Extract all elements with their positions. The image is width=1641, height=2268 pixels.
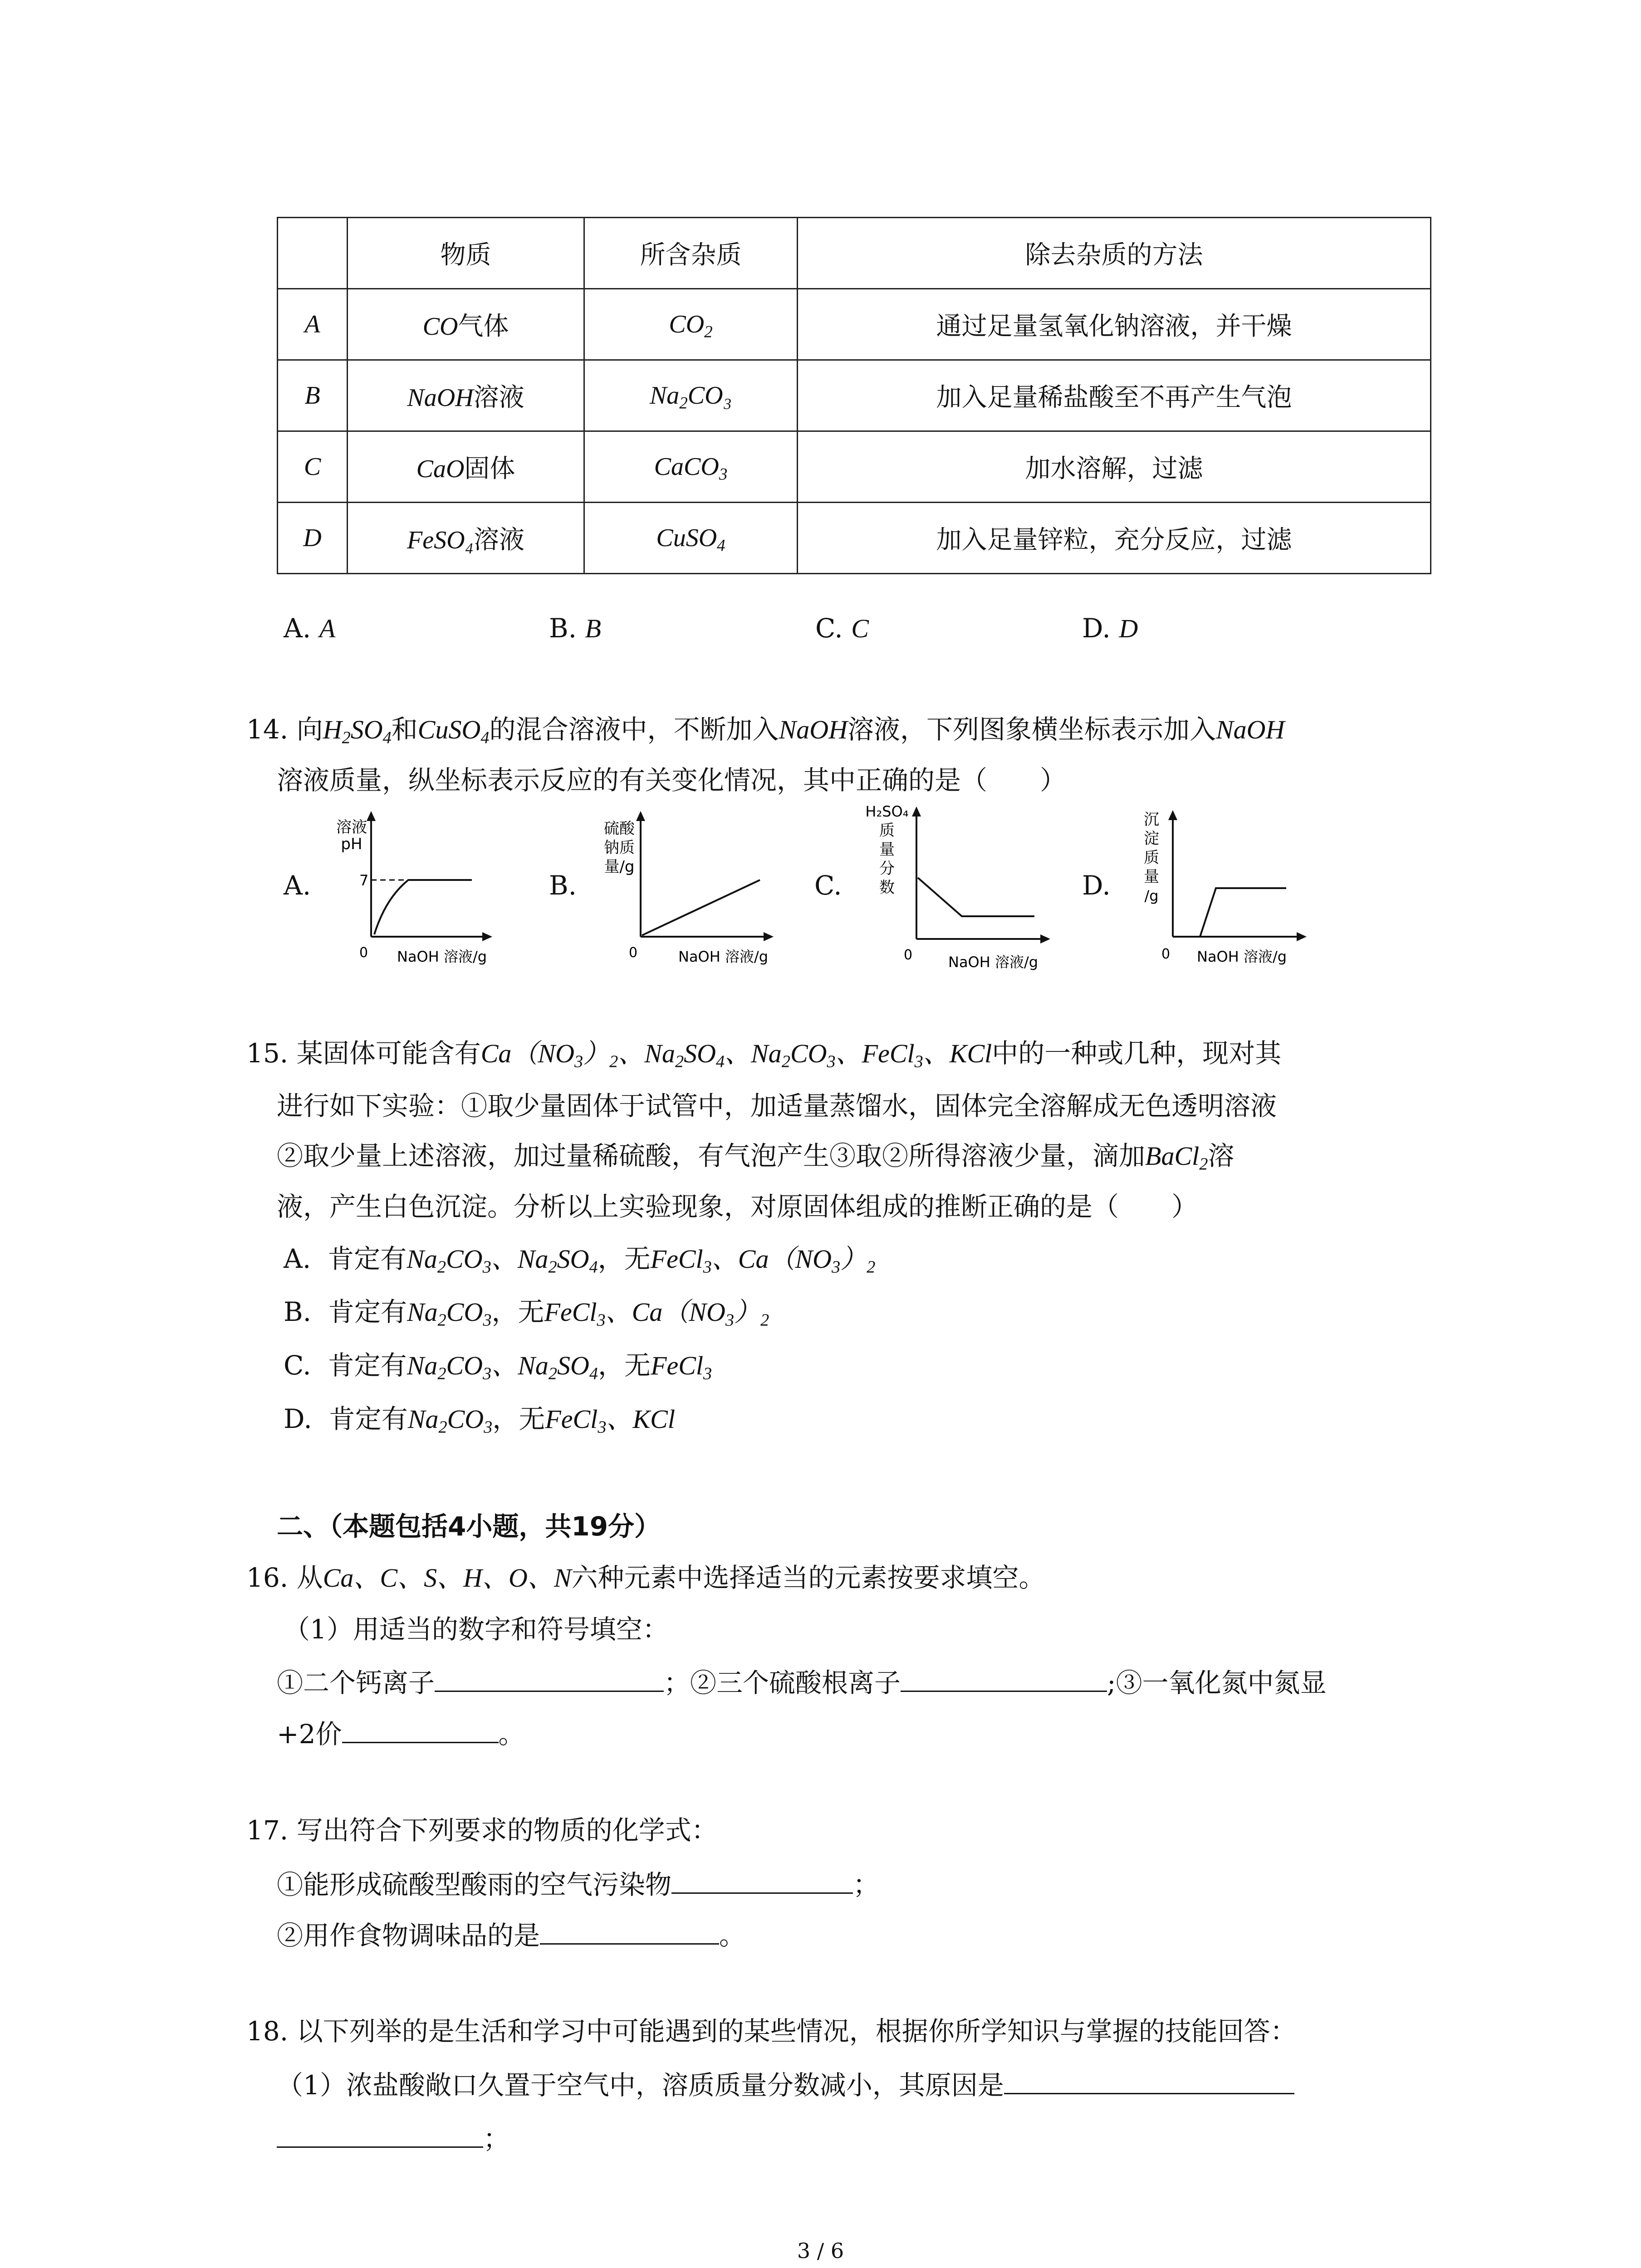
impurity-cell bbox=[584, 360, 798, 431]
impurity-formula: CaCO bbox=[654, 453, 719, 481]
substance-suffix: 气体 bbox=[458, 312, 509, 341]
graph-ylabel: 质 bbox=[879, 821, 895, 840]
q15-stem-line4: 液，产生白色沉淀。分析以上实验现象，对原固体组成的推断正确的是（ ） bbox=[277, 1191, 1198, 1222]
option-label: A. bbox=[284, 613, 311, 644]
method-cell: 通过足量氢氧化钠溶液，并干燥 bbox=[798, 289, 1431, 360]
stem-text: ①能形成硫酸型酸雨的空气污染物 bbox=[277, 1869, 672, 1900]
option-text: ，无 bbox=[598, 1243, 651, 1274]
q15-option-a[interactable] bbox=[284, 1241, 875, 1277]
stem-text: 溶 bbox=[1208, 1140, 1234, 1171]
stem-text: 。 bbox=[498, 1719, 525, 1750]
option-formula: $Na_2CO_3$、$Na_2SO_4$ bbox=[407, 1244, 598, 1277]
x-arrow-icon bbox=[482, 932, 492, 941]
curve-c bbox=[918, 878, 1034, 916]
formula-naoh: NaOH bbox=[1216, 715, 1285, 744]
graph-ylabel: 量/g bbox=[604, 858, 635, 876]
q17-item1 bbox=[277, 1864, 879, 1903]
formula-naoh: NaOH bbox=[779, 715, 847, 744]
element-list: Ca、C、S、H、O、N bbox=[323, 1563, 572, 1593]
option-text: 肯定有 bbox=[328, 1350, 407, 1381]
stem-text: 从 bbox=[296, 1562, 323, 1593]
option-value: B bbox=[585, 614, 601, 643]
stem-text: 和 bbox=[391, 714, 418, 745]
stem-text: 写出符合下列要求的物质的化学式： bbox=[296, 1815, 718, 1846]
substance-formula: CO bbox=[422, 313, 458, 341]
table-row bbox=[278, 289, 1431, 360]
option-formula: $Na_2CO_3$、$Na_2SO_4$ bbox=[407, 1351, 598, 1383]
substance-cell bbox=[348, 431, 584, 503]
stem-text: 的混合溶液中，不断加入 bbox=[489, 714, 779, 745]
stem-text: ；②三个硫酸根离子 bbox=[664, 1667, 901, 1698]
option-value: A bbox=[319, 614, 336, 643]
answer-blank[interactable] bbox=[277, 2118, 483, 2148]
option-text: ，无 bbox=[598, 1350, 651, 1381]
graph-ylabel: 溶液 bbox=[336, 818, 367, 836]
table-header-cell: 除去杂质的方法 bbox=[798, 218, 1431, 289]
table-header-cell: 所含杂质 bbox=[584, 218, 798, 289]
q15-option-d[interactable] bbox=[284, 1401, 675, 1437]
question-number: 17. bbox=[246, 1815, 289, 1846]
stem-text: ； bbox=[483, 2123, 510, 2154]
q14-graph-a bbox=[318, 807, 508, 980]
q14-graph-b bbox=[585, 807, 794, 980]
q13-option-b[interactable] bbox=[549, 610, 601, 647]
substance-suffix: 固体 bbox=[464, 454, 515, 484]
stem-text: （1）浓盐酸敞口久置于空气中，溶质质量分数减小，其原因是 bbox=[277, 2070, 1004, 2101]
answer-blank[interactable] bbox=[901, 1662, 1107, 1692]
y-arrow-icon bbox=[636, 811, 645, 821]
substance-suffix: 溶液 bbox=[473, 525, 524, 555]
q16-sub1: （1）用适当的数字和符号填空： bbox=[284, 1614, 669, 1645]
table-header-row bbox=[278, 218, 1431, 289]
graph-ylabel: /g bbox=[1144, 887, 1159, 904]
option-text: 肯定有 bbox=[328, 1403, 408, 1434]
graph-ylabel: 量 bbox=[879, 841, 895, 859]
stem-text: 某固体可能含有 bbox=[296, 1038, 481, 1069]
q16-blanks-line2 bbox=[277, 1714, 525, 1752]
stem-text: 。 bbox=[719, 1920, 746, 1951]
graph-xlabel: NaOH 溶液/g bbox=[948, 953, 1038, 971]
substance-suffix: 溶液 bbox=[473, 383, 524, 412]
stem-text: 溶液，下列图象横坐标表示加入 bbox=[847, 714, 1216, 745]
q17-item2 bbox=[277, 1915, 745, 1954]
q15-stem-line2: 进行如下实验：①取少量固体于试管中，加适量蒸馏水，固体完全溶解成无色透明溶液 bbox=[277, 1090, 1277, 1121]
graph-ylabel: 钠质 bbox=[604, 839, 635, 857]
stem-text: 向 bbox=[296, 714, 323, 745]
table-row bbox=[278, 431, 1431, 503]
curve-b bbox=[642, 880, 760, 935]
option-label: B. bbox=[549, 613, 577, 644]
impurity-cell bbox=[584, 431, 798, 503]
option-value: C bbox=[851, 614, 869, 643]
answer-blank[interactable] bbox=[1004, 2065, 1294, 2094]
method-cell: 加入足量锌粒，充分反应，过滤 bbox=[798, 503, 1431, 574]
x-arrow-icon bbox=[1297, 932, 1307, 941]
stem-text: ②取少量上述溶液，加过量稀硫酸，有气泡产生③取②所得溶液少量，滴加 bbox=[277, 1140, 1146, 1171]
table-header-cell bbox=[278, 218, 348, 289]
graph-ylabel: H₂SO₄ bbox=[865, 803, 909, 820]
row-letter: C bbox=[278, 431, 348, 503]
option-formula: FeCl$_3$、KCl bbox=[545, 1404, 675, 1437]
impurity-tail: CO₃ bbox=[687, 381, 732, 410]
impurity-subscript: 3 bbox=[719, 464, 728, 484]
origin-label: 0 bbox=[629, 945, 638, 961]
origin-label: 0 bbox=[1161, 946, 1171, 962]
x-arrow-icon bbox=[764, 932, 774, 941]
q13-option-d[interactable] bbox=[1082, 610, 1138, 647]
answer-blank[interactable] bbox=[342, 1714, 499, 1743]
q18-stem bbox=[246, 2013, 1297, 2049]
q14-stem-line1 bbox=[246, 711, 1284, 748]
graph-ylabel: 分 bbox=[879, 860, 895, 878]
stem-text: ①二个钙离子 bbox=[277, 1667, 435, 1698]
q16-blanks-line bbox=[277, 1662, 1327, 1701]
option-text: ，无 bbox=[491, 1296, 544, 1327]
substance-formula: NaOH bbox=[407, 384, 474, 412]
impurity-subscript: 2 bbox=[679, 393, 688, 412]
substance-cell bbox=[348, 289, 584, 360]
option-formula: FeCl$_3$、$Ca(NO_3)_2$ bbox=[650, 1244, 876, 1277]
formula-h2so4: $H_2SO_4$ bbox=[323, 715, 392, 748]
option-text: 肯定有 bbox=[328, 1243, 407, 1274]
answer-blank[interactable] bbox=[540, 1915, 719, 1945]
graph-ylabel: 沉 bbox=[1144, 811, 1159, 829]
q15-stem-line1 bbox=[246, 1035, 1281, 1072]
stem-text: ②用作食物调味品的是 bbox=[277, 1920, 540, 1951]
graph-xlabel: NaOH 溶液/g bbox=[678, 948, 769, 965]
q14-graph-c bbox=[853, 803, 1071, 984]
stem-text: 六种元素中选择适当的元素按要求填空。 bbox=[571, 1562, 1045, 1593]
impurity-table bbox=[277, 217, 1431, 574]
table-row bbox=[278, 503, 1431, 574]
q13-option-c[interactable] bbox=[815, 610, 869, 647]
formula-bacl2: BaCl$_2$ bbox=[1145, 1141, 1208, 1174]
option-formula: FeCl$_3$、$Ca(NO_3)_2$ bbox=[544, 1297, 769, 1330]
method-cell: 加入足量稀盐酸至不再产生气泡 bbox=[798, 360, 1431, 431]
option-text: 肯定有 bbox=[328, 1296, 407, 1327]
option-label: D. bbox=[284, 1403, 312, 1434]
option-formula: FeCl$_3$ bbox=[651, 1351, 712, 1383]
page-number: 3 / 6 bbox=[797, 2239, 844, 2263]
substance-formula: CaO bbox=[416, 455, 465, 483]
q15-option-b[interactable] bbox=[284, 1294, 769, 1330]
graph-ylabel: 量 bbox=[1144, 868, 1159, 886]
stem-text: 中的一种或几种，现对其 bbox=[992, 1038, 1282, 1069]
x-arrow-icon bbox=[1040, 934, 1050, 943]
formula-list: $Ca(NO_3)_2$、$Na_2SO_4$、$Na_2CO_3$、FeCl$_3$、KCl bbox=[480, 1039, 992, 1071]
impurity-formula: CO bbox=[669, 310, 705, 338]
row-letter: A bbox=[278, 289, 348, 360]
curve-d bbox=[1200, 888, 1286, 937]
q17-stem bbox=[246, 1812, 718, 1848]
q14-graph-label-b[interactable]: B. bbox=[549, 870, 577, 901]
row-letter: D bbox=[278, 503, 348, 574]
q14-graph-d bbox=[1125, 807, 1325, 983]
row-letter: B bbox=[278, 360, 348, 431]
q15-option-c[interactable] bbox=[284, 1347, 712, 1384]
method-cell: 加水溶解，过滤 bbox=[798, 431, 1431, 503]
impurity-cell bbox=[584, 503, 798, 574]
option-label: C. bbox=[284, 1350, 311, 1381]
graph-ylabel: 硫酸 bbox=[604, 820, 635, 838]
q14-stem-line2: 溶液质量，纵坐标表示反应的有关变化情况，其中正确的是（ ） bbox=[277, 765, 1067, 796]
question-number: 16. bbox=[246, 1562, 289, 1593]
option-formula: $Na_2CO_3$ bbox=[407, 1297, 492, 1330]
q18-sub1-cont bbox=[277, 2118, 509, 2157]
q16-stem bbox=[246, 1559, 1045, 1596]
graph-ylabel: 质 bbox=[1144, 849, 1159, 867]
answer-blank[interactable] bbox=[435, 1662, 664, 1692]
question-number: 15. bbox=[246, 1038, 289, 1069]
substance-cell bbox=[348, 503, 584, 574]
table-row bbox=[278, 360, 1431, 431]
stem-text: ;③一氧化氮中氮显 bbox=[1107, 1667, 1327, 1698]
option-label: B. bbox=[284, 1296, 312, 1327]
q14-graph-label-a[interactable]: A. bbox=[284, 870, 311, 901]
section-title: 二、（本题包括4小题，共19分） bbox=[277, 1511, 661, 1542]
stem-text: 以下列举的是生活和学习中可能遇到的某些情况，根据你所学知识与掌握的技能回答： bbox=[296, 2016, 1297, 2047]
stem-text: +2价 bbox=[277, 1719, 342, 1750]
option-text: ，无 bbox=[492, 1403, 545, 1434]
q18-sub1 bbox=[277, 2065, 1294, 2103]
impurity-subscript: 2 bbox=[704, 322, 713, 341]
graph-ylabel: 数 bbox=[879, 879, 895, 897]
q14-graph-label-c[interactable]: C. bbox=[814, 870, 842, 901]
graph-xlabel: NaOH 溶液/g bbox=[397, 948, 487, 965]
option-label: D. bbox=[1082, 613, 1111, 644]
substance-cell bbox=[348, 360, 584, 431]
curve-a bbox=[374, 880, 472, 934]
question-number: 14. bbox=[246, 714, 289, 745]
q15-stem-line3 bbox=[277, 1138, 1234, 1174]
stem-text: ； bbox=[853, 1869, 880, 1900]
answer-blank[interactable] bbox=[671, 1864, 853, 1894]
graph-ylabel: pH bbox=[341, 835, 362, 853]
impurity-formula: Na bbox=[649, 381, 680, 410]
impurity-formula: CuSO bbox=[656, 524, 717, 552]
option-value: D bbox=[1119, 614, 1138, 643]
table-header-cell: 物质 bbox=[348, 218, 584, 289]
substance-formula: FeSO₄ bbox=[407, 526, 474, 554]
q13-option-a[interactable] bbox=[284, 610, 335, 647]
question-number: 18. bbox=[246, 2016, 289, 2047]
impurity-cell bbox=[584, 289, 798, 360]
impurity-subscript: 4 bbox=[717, 536, 725, 555]
graph-ylabel: 淀 bbox=[1144, 830, 1159, 848]
option-label: C. bbox=[815, 613, 843, 644]
q14-graph-label-d[interactable]: D. bbox=[1082, 870, 1111, 901]
tick-7: 7 bbox=[359, 872, 369, 889]
formula-cuso4: CuSO$_4$ bbox=[417, 715, 490, 748]
graph-xlabel: NaOH 溶液/g bbox=[1197, 948, 1287, 965]
y-arrow-icon bbox=[367, 811, 376, 821]
y-arrow-icon bbox=[912, 807, 921, 816]
origin-label: 0 bbox=[904, 947, 913, 963]
option-label: A. bbox=[284, 1243, 311, 1274]
option-formula: $Na_2CO_3$ bbox=[407, 1404, 493, 1437]
origin-label: 0 bbox=[359, 945, 368, 961]
y-arrow-icon bbox=[1168, 810, 1177, 820]
